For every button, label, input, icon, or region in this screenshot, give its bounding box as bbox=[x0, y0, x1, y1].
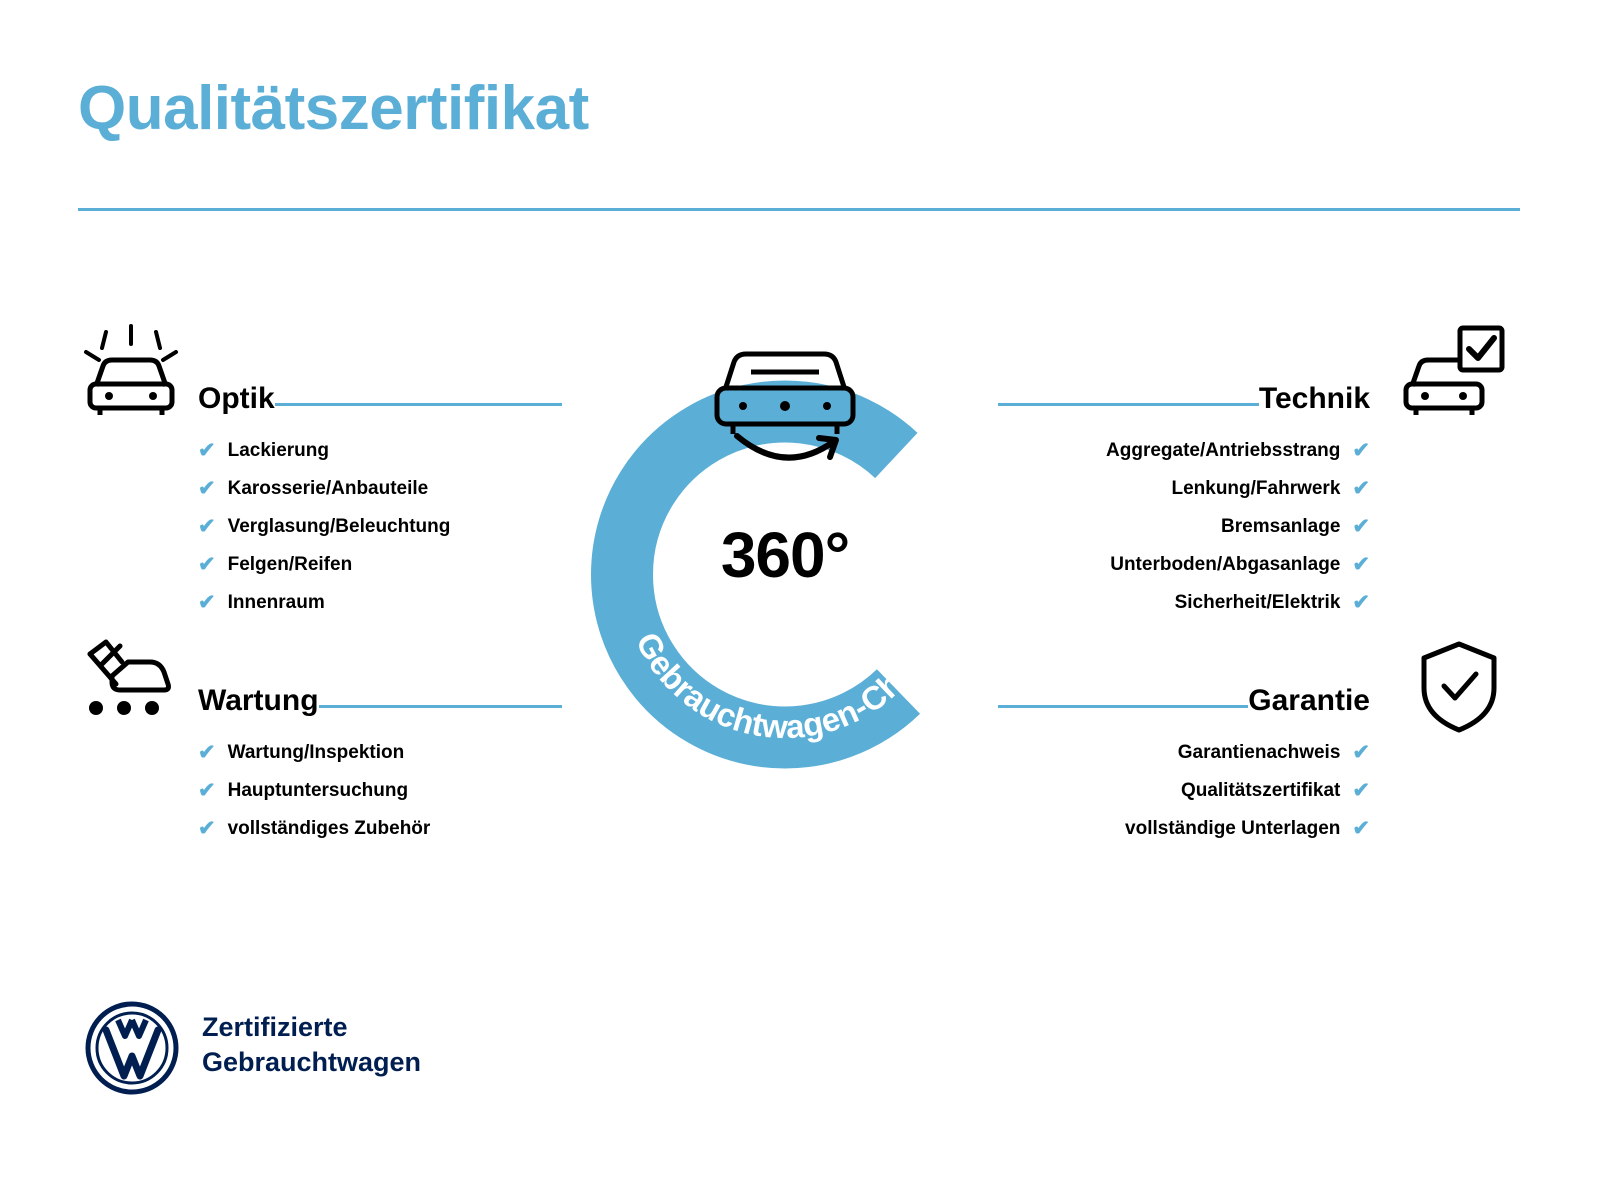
check-icon: ✔ bbox=[1352, 439, 1370, 462]
section-optik bbox=[198, 368, 580, 630]
list-item-label: Verglasung/Beleuchtung bbox=[227, 516, 451, 537]
section-garantie-header bbox=[980, 670, 1370, 716]
list-item-label: Lackierung bbox=[227, 440, 329, 461]
title-divider bbox=[78, 208, 1520, 211]
list-item-label: Felgen/Reifen bbox=[227, 554, 353, 575]
list-item-label: Garantienachweis bbox=[1177, 742, 1341, 763]
section-wartung-title: Wartung bbox=[198, 684, 319, 717]
list-item-label: Karosserie/Anbauteile bbox=[227, 478, 429, 499]
section-optik-title: Optik bbox=[198, 382, 275, 415]
list-item bbox=[980, 516, 1370, 537]
list-item-label: vollständige Unterlagen bbox=[1125, 818, 1341, 839]
list-item-label: Unterboden/Abgasanlage bbox=[1110, 554, 1341, 575]
list-item-label: Qualitätszertifikat bbox=[1180, 780, 1341, 801]
check-icon: ✔ bbox=[1352, 477, 1370, 500]
gebrauchtwagen-check-badge bbox=[575, 300, 995, 770]
section-optik-list bbox=[198, 440, 580, 613]
section-technik-divider bbox=[998, 403, 1259, 406]
list-item-label: vollständiges Zubehör bbox=[227, 818, 431, 839]
check-icon: ✔ bbox=[198, 817, 216, 840]
list-item-label: Innenraum bbox=[227, 592, 325, 613]
footer-line-2: Gebrauchtwagen bbox=[202, 1046, 422, 1077]
list-item bbox=[980, 440, 1370, 461]
section-technik-list bbox=[980, 440, 1370, 613]
list-item-label: Hauptuntersuchung bbox=[227, 780, 409, 801]
check-icon: ✔ bbox=[1352, 741, 1370, 764]
section-garantie-divider bbox=[998, 705, 1248, 708]
car-checklist-icon bbox=[1398, 322, 1508, 427]
check-icon: ✔ bbox=[198, 779, 216, 802]
section-garantie bbox=[980, 670, 1370, 856]
section-optik-divider bbox=[275, 403, 562, 406]
check-icon: ✔ bbox=[198, 477, 216, 500]
check-icon: ✔ bbox=[198, 591, 216, 614]
list-item bbox=[198, 592, 580, 613]
check-icon: ✔ bbox=[1352, 817, 1370, 840]
section-technik-title: Technik bbox=[1258, 382, 1370, 415]
shield-check-icon bbox=[1414, 638, 1504, 743]
check-icon: ✔ bbox=[1352, 591, 1370, 614]
check-icon: ✔ bbox=[198, 515, 216, 538]
list-item bbox=[980, 592, 1370, 613]
vw-logo bbox=[84, 1000, 180, 1101]
check-icon: ✔ bbox=[1352, 779, 1370, 802]
check-icon: ✔ bbox=[198, 741, 216, 764]
list-item-label: Lenkung/Fahrwerk bbox=[1171, 478, 1341, 499]
list-item bbox=[980, 818, 1370, 839]
check-icon: ✔ bbox=[1352, 515, 1370, 538]
section-technik-header bbox=[980, 368, 1370, 414]
section-wartung-list bbox=[198, 742, 580, 839]
list-item bbox=[980, 780, 1370, 801]
list-item bbox=[980, 478, 1370, 499]
section-technik bbox=[980, 368, 1370, 630]
list-item bbox=[198, 818, 580, 839]
section-garantie-title: Garantie bbox=[1248, 684, 1370, 717]
list-item bbox=[980, 554, 1370, 575]
list-item-label: Aggregate/Antriebsstrang bbox=[1106, 440, 1341, 461]
list-item bbox=[980, 742, 1370, 763]
check-icon: ✔ bbox=[1352, 553, 1370, 576]
list-item bbox=[198, 516, 580, 537]
list-item bbox=[198, 742, 580, 763]
list-item bbox=[198, 780, 580, 801]
page-title: Qualitätszertifikat bbox=[78, 74, 589, 143]
list-item-label: Sicherheit/Elektrik bbox=[1174, 592, 1341, 613]
section-wartung-header bbox=[198, 670, 580, 716]
section-optik-header bbox=[198, 368, 580, 414]
footer-brand-text bbox=[202, 1010, 421, 1079]
check-icon: ✔ bbox=[198, 553, 216, 576]
section-garantie-list bbox=[980, 742, 1370, 839]
list-item-label: Wartung/Inspektion bbox=[227, 742, 405, 763]
car-shine-icon bbox=[76, 322, 186, 427]
footer-line-1: Zertifizierte bbox=[202, 1012, 348, 1042]
list-item bbox=[198, 440, 580, 461]
section-wartung-divider bbox=[319, 705, 562, 708]
check-icon: ✔ bbox=[198, 439, 216, 462]
degrees-label: 360° bbox=[720, 519, 850, 591]
car-lift-icon bbox=[76, 632, 186, 737]
list-item bbox=[198, 554, 580, 575]
ring-label: Gebrauchtwagen-Check bbox=[628, 626, 941, 746]
list-item bbox=[198, 478, 580, 499]
section-wartung bbox=[198, 670, 580, 856]
list-item-label: Bremsanlage bbox=[1221, 516, 1341, 537]
